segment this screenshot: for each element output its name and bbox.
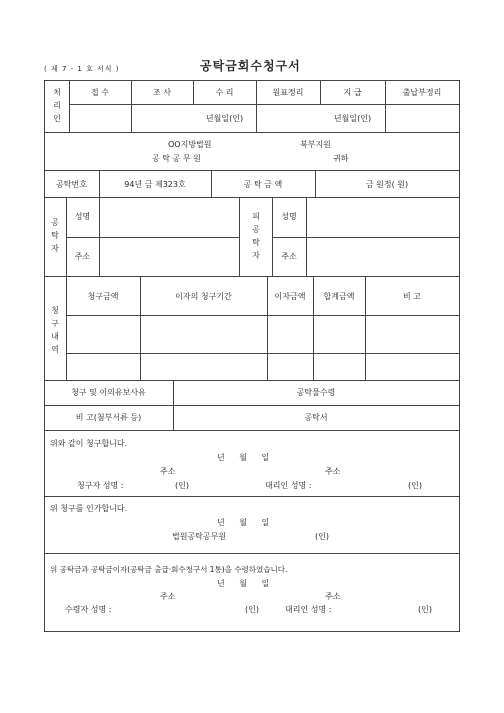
depositor-name-label: 성명 [74,212,91,221]
request-address-2: 주소 [325,467,341,476]
header-investigation: 조 사 [153,88,171,97]
approval-date: 년 월 일 [217,518,270,527]
depositee-label: 피 공 탁 자 [252,212,260,260]
request-address-1: 주소 [160,467,176,476]
court-branch: 북부지원 [300,140,331,149]
receipt-date: 년 월 일 [217,579,270,588]
processing-label: 처 리 인 [53,88,61,123]
header-ledger: 원표정리 [272,88,304,97]
header-receipt: 접 수 [91,88,109,97]
payment-date: 년월일(인) [333,114,372,123]
approval-statement: 위 청구를 인가합니다. [50,504,128,513]
deposit-amount-value: 금 원정( 원) [365,180,409,189]
attachments-label: 비 고(첨부서류 등) [75,413,142,422]
depositor-label: 공 탁 자 [51,218,59,253]
receipt-agent-seal: (인) [418,605,432,614]
court-addressee: 귀하 [333,154,349,163]
attachments-value: 공탁서 [304,413,328,422]
deposit-amount-label: 공 탁 금 액 [243,180,283,189]
header-payment: 지 급 [343,88,362,97]
claim-label: 청 구 내 역 [51,306,59,354]
interest-amount-header: 이자금액 [274,292,306,301]
header-cashbook: 출납부정리 [402,88,442,97]
receiver-seal: (인) [245,605,259,614]
receipt-address-2: 주소 [325,592,341,601]
claimant-name-label: 청구자 성명 : [77,481,124,490]
form-number: ( 제 7 - 1 호 서식 ) [44,65,120,73]
claim-amount-header: 청구금액 [87,292,119,301]
depositee-address-label: 주소 [281,252,297,261]
total-amount-header: 합계금액 [323,292,355,301]
depositor-address-label: 주소 [74,252,91,261]
header-acceptance: 수 리 [215,88,234,97]
claimant-seal: (인) [175,481,189,490]
approval-seal: (인) [315,532,329,541]
receipt-statement: 위 공탁금과 공탁금이자(공탁금 출급·회수청구서 1통)을 수령하였습니다. [50,565,288,574]
request-agent-seal: (인) [408,481,422,490]
acceptance-date: 년월일(인) [205,114,244,123]
reason-value: 공탁물수령 [296,388,336,397]
receiver-name-label: 수령자 성명 : [65,605,112,614]
approval-officer: 법원공탁공무원 [172,532,227,541]
request-date: 년 월 일 [217,453,270,462]
depositee-name-label: 성명 [281,212,297,221]
request-agent-label: 대리인 성명 : [265,481,312,490]
deposit-no-label: 공탁번호 [56,180,87,189]
receipt-address-1: 주소 [160,592,176,601]
interest-period-header: 이자의 청구기간 [175,292,232,301]
request-statement: 위와 같이 청구합니다. [50,439,128,448]
receipt-agent-label: 대리인 성명 : [285,605,332,614]
court-officer: 공 탁 공 무 원 [152,154,201,163]
deposit-no-value: 94년 금 제323호 [124,180,186,189]
court-name: OO지방법원 [168,140,212,149]
reason-label: 청구 및 이의유보사유 [71,388,146,397]
page-title: 공탁금회수청구서 [200,59,301,73]
remarks-header: 비 고 [403,292,421,301]
